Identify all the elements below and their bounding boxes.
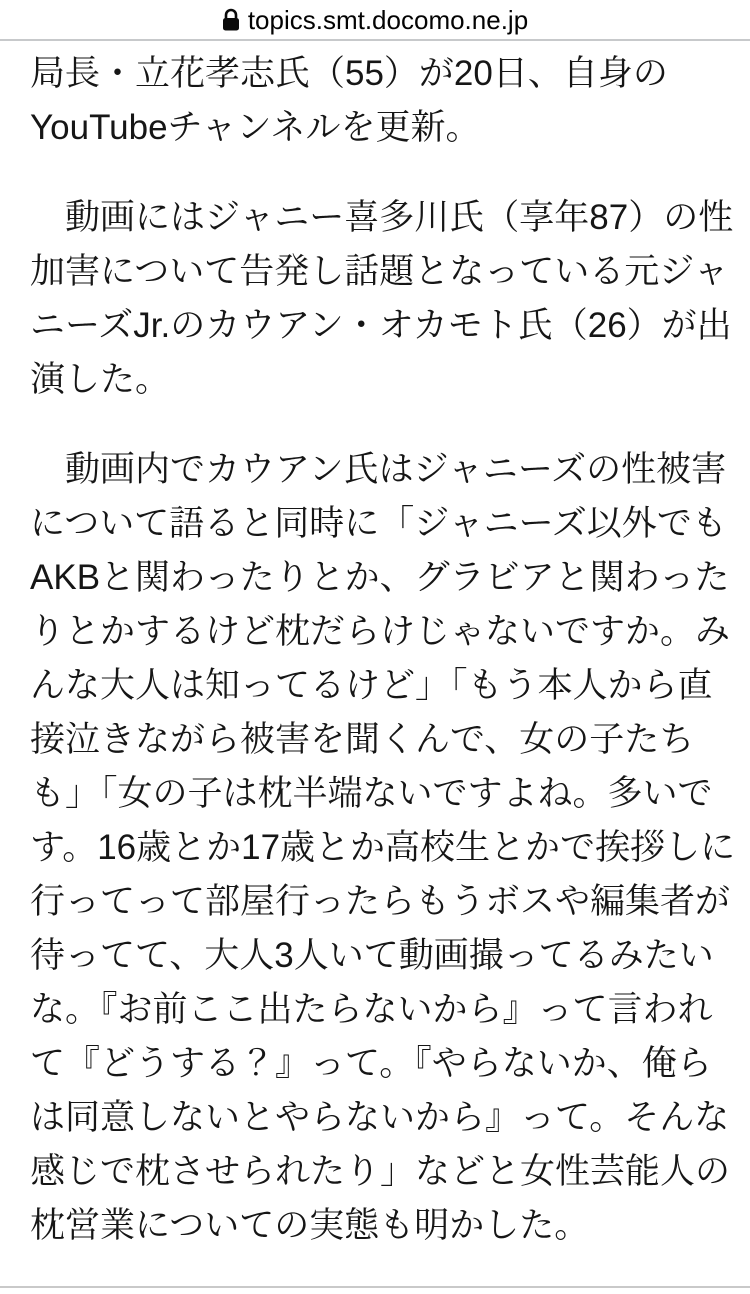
lock-icon [222,8,240,32]
article-paragraph [30,191,734,407]
address-bar-domain: topics.smt.docomo.ne.jp [247,4,529,35]
article-line: んな大人は知ってるけど」「もう本人から直 [30,666,713,705]
article-line: て『どうする？』って。『やらないか、俺ら [30,1044,712,1083]
article-line: YouTubeチャンネルを更新。 [30,108,481,147]
article-line: な。『お前ここ出たらないから』って言われ [30,990,713,1029]
article-line: 加害について告発し話題となっている元ジャ [30,252,729,291]
article-line: 行ってって部屋行ったらもうボスや編集者が [30,882,731,921]
article-line: 感じで枕させられたり」などと女性芸能人の [30,1152,731,1191]
article-line: 待ってて、大人3人いて動画撮ってるみたい [30,936,714,975]
article-line: りとかするけど枕だらけじゃないですか。み [30,612,731,651]
article-paragraph [30,443,736,1253]
article-line: す。16歳とか17歳とか高校生とかで挨拶しに [30,828,736,867]
article-line: も」「女の子は枕半端ないですよね。多いで [30,774,713,813]
article-body[interactable] [0,41,750,1253]
article-paragraph [30,47,720,155]
bottom-divider [0,1286,750,1288]
article-line: AKBと関わったりとか、グラビアと関わった [30,558,730,597]
article-line: 演した。 [30,360,171,399]
article-line: 接泣きながら被害を聞くんで、女の子たち [30,720,695,759]
article-line: は同意しないとやらないから』って。そんな [30,1098,730,1137]
article-line: 動画内でカウアン氏はジャニーズの性被害 [30,450,727,489]
article-line: ニーズJr.のカウアン・オカモト氏（26）が出 [30,306,732,345]
browser-address-bar[interactable] [0,0,750,41]
article-line: 動画にはジャニー喜多川氏（享年87）の性 [30,198,734,237]
article-line: 局長・立花孝志氏（55）が20日、自身の [30,54,668,93]
article-line: 枕営業についての実態も明かした。 [30,1206,590,1245]
article-line: について語ると同時に「ジャニーズ以外でも [30,504,727,543]
